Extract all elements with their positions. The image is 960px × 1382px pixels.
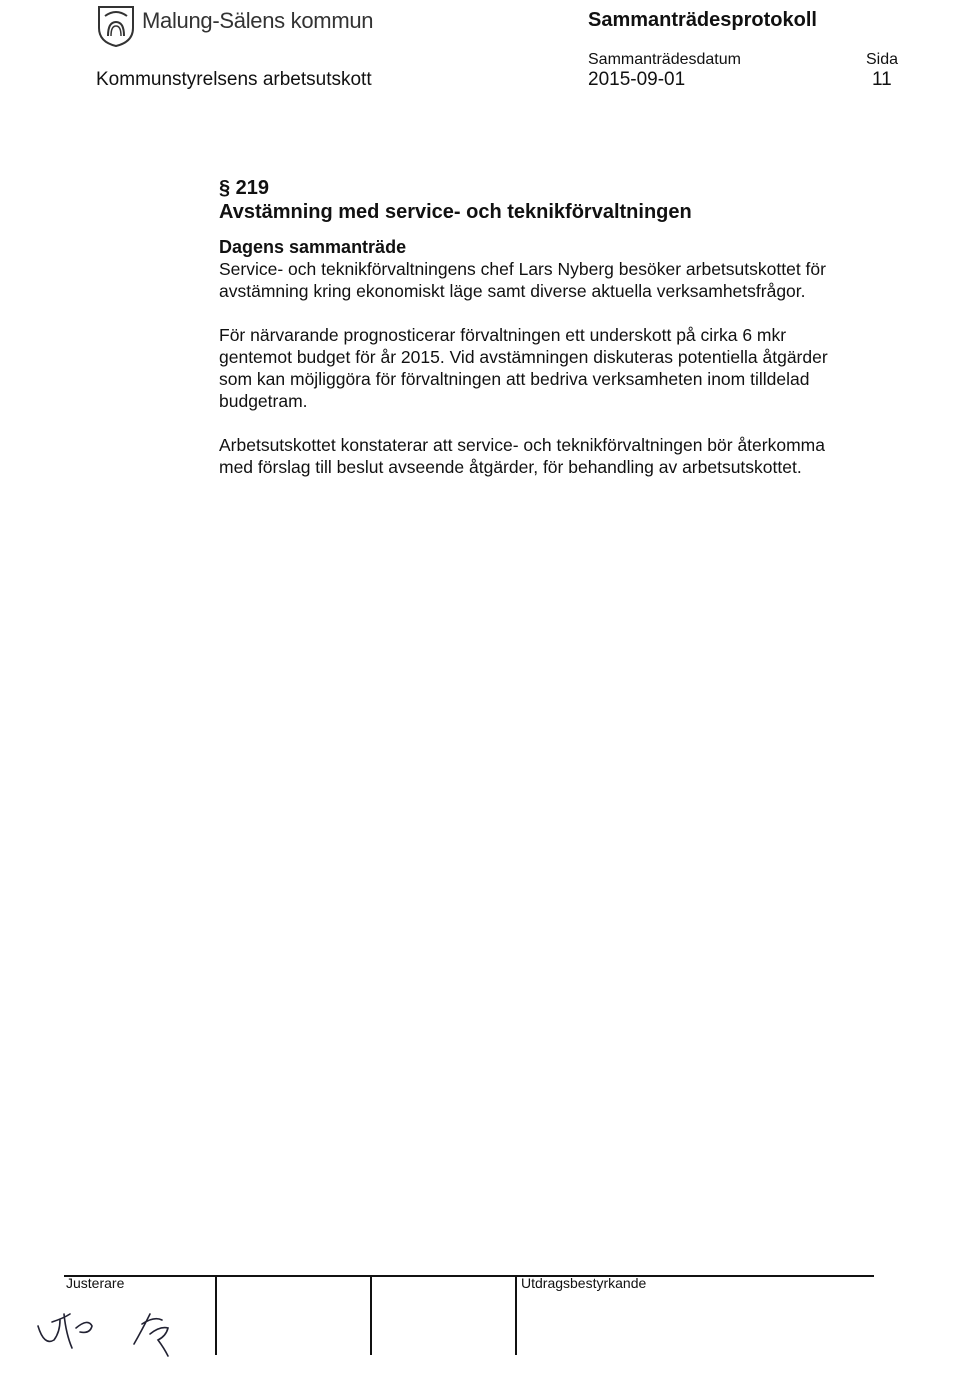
document-type: Sammanträdesprotokoll <box>588 9 817 31</box>
municipality-name: Malung-Sälens kommun <box>142 8 374 33</box>
meeting-date: 2015-09-01 <box>588 69 686 90</box>
page-number: 11 <box>872 69 892 90</box>
committee-name: Kommunstyrelsens arbetsutskott <box>96 69 372 90</box>
paragraph-number: § 219 <box>219 177 270 199</box>
body-paragraph: Arbetsutskottet konstaterar att service- och teknikförvaltningen bör återkomma med förslag till beslut avseende åtgärder, för behandling av arbetsutskottet. <box>219 435 825 477</box>
body-paragraph: Service- och teknikförvaltningens chef Lars Nyberg besöker arbetsutskottet för avstämning kring ekonomiskt läge samt diverse aktuella verksamhetsfrågor. <box>219 259 826 301</box>
section-content <box>219 176 859 478</box>
municipal-coat-of-arms-icon <box>96 4 136 48</box>
footer-rule <box>64 1275 874 1277</box>
justerare-label: Justerare <box>66 1275 125 1291</box>
section-title: Avstämning med service- och teknikförvaltningen <box>219 201 692 223</box>
meeting-date-label: Sammanträdesdatum <box>588 51 741 68</box>
section-subheading: Dagens sammanträde <box>219 237 407 257</box>
body-paragraph: För närvarande prognosticerar förvaltningen ett underskott på cirka 6 mkr gentemot budget för år 2015. Vid avstämningen diskuteras potentiella åtgärder som kan möjliggöra för förvaltningen att bedriva verksamheten inom tilldelad budgetram. <box>219 325 828 411</box>
footer-divider <box>515 1275 517 1355</box>
footer-divider <box>370 1275 372 1355</box>
page-label: Sida <box>866 51 899 68</box>
handwritten-initials-icon <box>30 1300 180 1358</box>
footer-divider <box>215 1275 217 1355</box>
utdragsbestyrkande-label: Utdragsbestyrkande <box>521 1275 647 1291</box>
